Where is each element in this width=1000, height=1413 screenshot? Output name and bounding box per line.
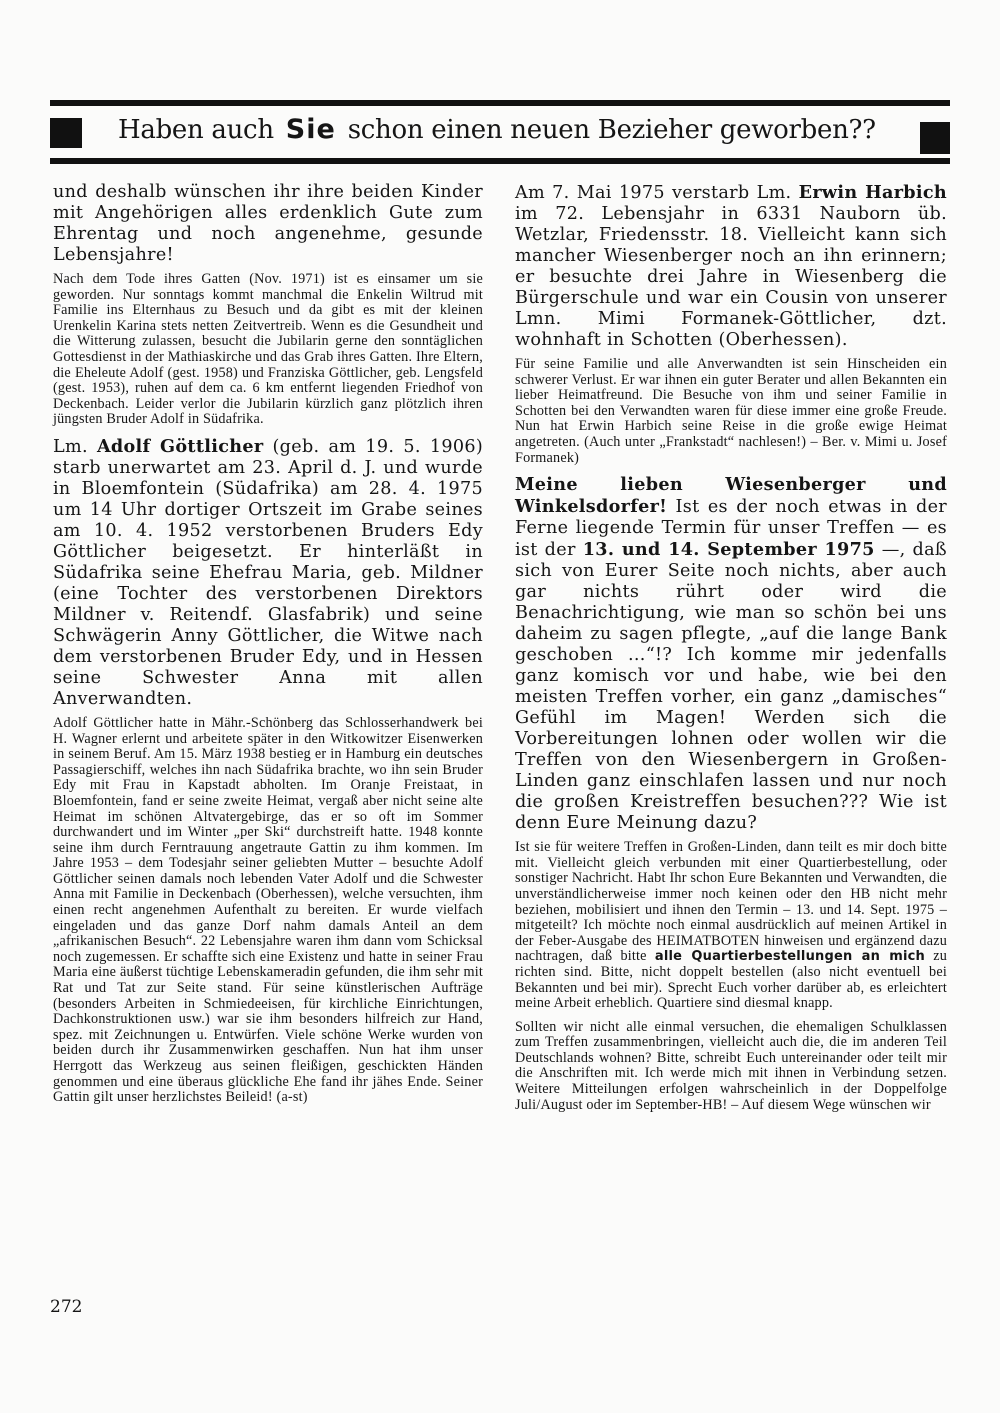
left-column bbox=[53, 182, 483, 1114]
quarters-emphasis: alle Quartierbestellungen an mich bbox=[654, 949, 925, 965]
school-classes-paragraph: Sollten wir nicht alle einmal versuchen, die ehemaligen Schulklassen zum Treffen zusammenbringen, vielleicht auch die, die im anderen Teil Deutschlands wohnen? Bitte, schreibt Euch untereinander oder teilt mir die Anschriften mit. Ich werde mich mit ihnen in Verbindung setzen. Weitere Mitteilungen erfolgen wahrscheinlich in der Doppelfolge Juli/August oder im September-HB! – Auf diesem Wege wünschen wir bbox=[515, 1018, 947, 1113]
person-name: Erwin Harbich bbox=[798, 182, 947, 203]
greeting: Meine lieben Wiesenberger und Winkelsdorfer! bbox=[515, 474, 947, 518]
meeting-announcement: Meine lieben Wiesenberger und Winkelsdorfer! Ist es der noch etwas in der Ferne liegende Termin für unser Treffen — es ist der 13. und 14. September 1975 —, daß sich von Eurer Seite noch nichts, aber auch gar nichts rührt oder wird die Benachrichtigung, wie man so schön bei uns daheim zu sagen pflegte, „auf die lange Bank geschoben …“!? Ich komme mir jedenfalls ganz komisch vor und habe, wie bei den meisten Treffen vorher, ein ganz „damisches“ Gefühl im Magen! Werden sich die Vorbereitungen lohnen oder wollen wir die Treffen von den Wiesenbergern in Großen-Linden ganz einschlafen lassen und nur noch die großen Kreistreffen besuchen??? Wie ist denn Eure Meinung dazu? bbox=[515, 474, 947, 834]
headline: Haben auch Sie schon einen neuen Bezieher geworben?? bbox=[118, 114, 876, 145]
obituary-goettlicher: Lm. Adolf Göttlicher (geb. am 19. 5. 1906) starb unerwartet am 23. April d. J. und wurde in Bloemfontein (Südafrika) am 28. 4. 1975 um 14 Uhr dortiger Ortszeit im Grabe seines am 10. 4. 1952 verstorbenen Bruders Edy Göttlicher beigesetzt. Er hinterläßt in Südafrika seine Ehefrau Maria, geb. Mildner (eine Tochter des verstorbenen Direktors Mildner v. Reitendf. Glasfabrik) und seine Schwägerin Anny Göttlicher, die Witwe nach dem verstorbenen Bruder Edy, und in Hessen seine Schwester Anna mit allen Anverwandten. bbox=[53, 435, 483, 709]
person-name: Adolf Göttlicher bbox=[96, 435, 264, 457]
black-square-left-icon bbox=[50, 118, 82, 148]
page-number: 272 bbox=[50, 1297, 83, 1317]
quarters-paragraph: Ist sie für weitere Treffen in Großen-Linden, dann teilt es mir doch bitte mit. Vielleicht gleich verbunden mit einer Quartierbestellung, oder sonstiger Nachricht. Habt Ihr schon Eure Bekannten und Verwandten, die unverständlicherweise immer noch keinen oder den HB nicht mehr beziehen, mobilisiert und ihnen den Termin – 13. und 14. Sept. 1975 – mitgeteilt? Ich möchte noch einmal ausdrücklich auf meinen Artikel in der Feber-Ausgabe des HEIMATBOTEN hinweisen und ergänzend dazu nachtragen, daß bitte alle Quartierbestellungen an mich zu richten sind. Bitte, nicht doppelt bestellen (also nicht eventuell bei Bekannten und bei mir). Sprecht Euch vorher darüber ab, es erleichtert meine Arbeit erheblich. Quartiere sind diesmal knapp. bbox=[515, 839, 947, 1012]
bottom-rule bbox=[50, 158, 950, 164]
birthday-wishes: und deshalb wünschen ihr ihre beiden Kinder mit Angehörigen alles erdenklich Gute zum Ehrentag und noch angenehme, gesunde Lebensjahre! bbox=[53, 182, 483, 265]
biography-goettlicher: Adolf Göttlicher hatte in Mähr.-Schönberg das Schlosserhandwerk bei H. Wagner erlernt und arbeitete später in den Witkowitzer Eisenwerken in seinem Beruf. Am 15. März 1938 bestieg er in Hamburg ein deutsches Passagierschiff, welches ihn nach Südafrika brachte, wo ihn sein Bruder Edy mit Frau in Kapstadt abholten. Im Oranje Freistaat, in Bloemfontein, fand er seine zweite Heimat, vergaß aber nicht seine alte Heimat im schönen Altvatergebirge, das er so oft im Sommer durchwandert und im Winter „per Ski“ durchstreift hatte. 1948 konnte seine ihm durch Ferntrauung angetraute Gattin zu ihm kommen. Im Jahre 1953 – dem Todesjahr seiner geliebten Mutter – besuchte Adolf Göttlicher seinen damals noch lebenden Vater Adolf und die Schwester Anna mit Familie in Deckenbach (Oberhessen), welche versuchten, ihm einen recht angenehmen Aufenthalt zu bereiten. Er wurde vielfach eingeladen und das ganze Dorf nahm damals Anteil an dem „afrikanischen Besuch“. 22 Lebensjahre waren ihm dann vom Schicksal noch zugemessen. Er schaffte sich eine Existenz und hatte in seiner Frau Maria eine äußerst tüchtige Lebenskameradin gefunden, die ihm sehr mit Rat und Tat zur Seite stand. Für seine künstlerischen Aufträge (besonders Arbeiten in Schmiedeeisen, für kirchliche Einrichtungen, Dachkonstruktionen usw.) war sie ihm besonders hilfreich zur Hand, spez. mit Zeichnungen u. Entwürfen. Viele schöne Werke wurden von beiden durch ihr Zusammenwirken geschaffen. Nun hat ihm unser Herrgott das Werkzeug aus seinen fleißigen, geschickten Händen genommen und eine überaus glückliche Ehe fand ihr jähes Ende. Seiner Gattin gilt unser herzlichstes Beileid! (a-st) bbox=[53, 714, 483, 1106]
obituary-harbich: Am 7. Mai 1975 verstarb Lm. Erwin Harbich im 72. Lebensjahr in 6331 Nauborn üb. Wetzlar, Friedensstr. 18. Vielleicht kann sich mancher Wiesenberger noch an ihn erinnern; er besuchte drei Jahre in Wiesenberg die Bürgerschule und war ein Cousin von unserer Lmn. Mimi Formanek-Göttlicher, dzt. wohnhaft in Schotten (Oberhessen). bbox=[515, 182, 947, 350]
headline-emphasis: Sie bbox=[285, 114, 336, 145]
meeting-date: 13. und 14. September 1975 bbox=[582, 539, 875, 561]
harbich-family-paragraph: Für seine Familie und alle Anverwandten ist sein Hinscheiden ein schwerer Verlust. Er war ihnen ein guter Berater und allen Bekannten ein lieber Heimatfreund. Die Besuche von ihm und seiner Familie in Schotten bei den Verwandten waren für diese immer eine große Freude. Nun hat Erwin Harbich seine Reise in die große ewige Heimat angetreten. (Auch unter „Frankstadt“ nachlesen!) – Ber. v. Mimi u. Josef Formanek) bbox=[515, 356, 947, 466]
headline-banner bbox=[50, 100, 950, 164]
jubilarin-paragraph: Nach dem Tode ihres Gatten (Nov. 1971) ist es einsamer um sie geworden. Nur sonntags kommt manchmal die Enkelin Wiltrud mit Familie ins Elternhaus zu Besuch und da gibt es mit der kleinen Urenkelin Karina stets netten Zeitvertreib. Wenn es die Gesundheit und die Witterung zulassen, besucht die Jubilarin gerne den sonntäglichen Gottesdienst in der Mathiaskirche und das Grab ihres Gatten. Ihre Eltern, die Eheleute Adolf (gest. 1958) und Franziska Göttlicher, geb. Lengsfeld (gest. 1953), ruhen auf dem ca. 6 km entfernt liegenden Friedhof von Deckenbach. Leider verlor die Jubilarin kürzlich ganz plötzlich ihren jüngsten Bruder Adolf in Südafrika. bbox=[53, 271, 483, 428]
black-square-right-icon bbox=[920, 122, 950, 154]
right-column bbox=[515, 182, 947, 1121]
